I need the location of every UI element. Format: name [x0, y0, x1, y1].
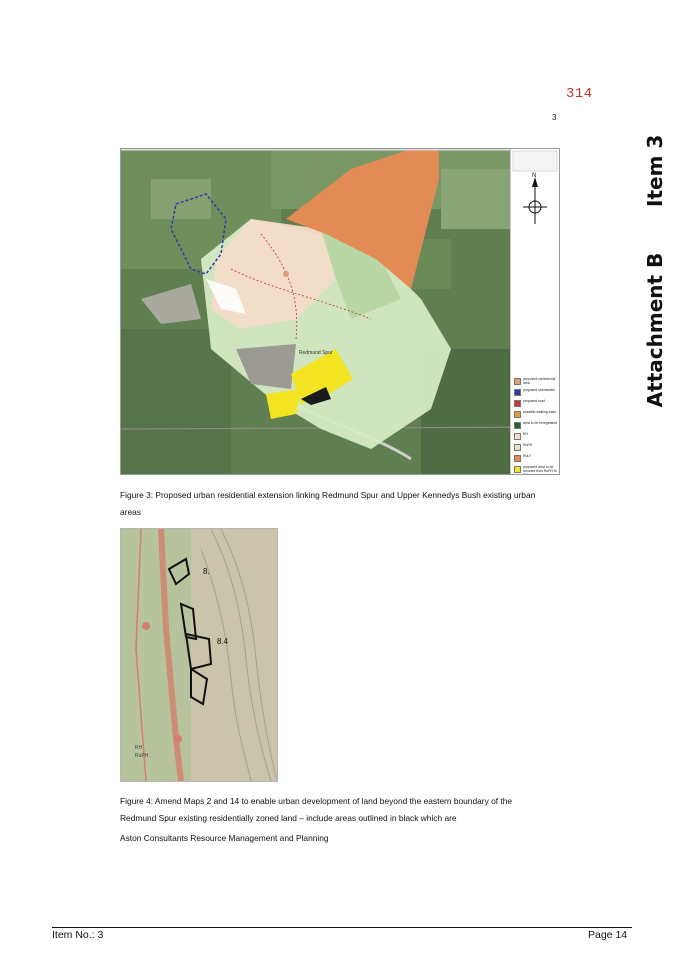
legend-entry: [514, 465, 558, 475]
legend-swatch: [514, 411, 521, 418]
legend-swatch: [514, 444, 521, 451]
map-legend: [514, 377, 558, 475]
north-arrow-icon: [511, 149, 559, 229]
legend-label: proposed commercial area: [523, 377, 556, 385]
legend-entry: [514, 377, 558, 385]
legend-label: proposed stormwater: [523, 388, 555, 392]
figure3-caption: Figure 3: Proposed urban residential extension linking Redmund Spur and Upper Kennedys Bush existing urban areas: [120, 490, 536, 517]
svg-text:RuPH: RuPH: [135, 753, 149, 759]
legend-entry: [514, 443, 558, 451]
legend-swatch: [514, 378, 521, 385]
legend-swatch: [514, 455, 521, 462]
legend-entry: [514, 399, 558, 407]
footer-divider: [52, 927, 632, 928]
legend-label: RH: [523, 432, 528, 436]
map-legend-panel: [510, 149, 559, 474]
legend-label: area to be revegetated: [523, 421, 558, 425]
figure3-map-graphic: [121, 149, 559, 474]
legend-swatch: [514, 389, 521, 396]
side-label-item: Item 3: [643, 134, 667, 207]
legend-label: RuLF: [523, 454, 532, 458]
footer-page-number: Page 14: [588, 929, 628, 941]
legend-entry: [514, 432, 558, 440]
legend-entry: [514, 421, 558, 429]
svg-text:8.4: 8.4: [217, 637, 229, 646]
figure3-map: [120, 148, 560, 475]
figure4-map: [120, 528, 278, 782]
legend-entry: [514, 454, 558, 462]
legend-entry: [514, 388, 558, 396]
legend-label: proposed road: [523, 399, 545, 403]
footer-item-number: Item No.: 3: [52, 929, 104, 941]
legend-swatch: [514, 433, 521, 440]
side-label-attachment: Attachment B: [643, 252, 667, 408]
author-line: Aston Consultants Resource Management and Planning: [120, 833, 329, 843]
legend-swatch: [514, 466, 521, 473]
legend-swatch: [514, 422, 521, 429]
svg-text:N: N: [532, 173, 537, 179]
legend-label: proposed area to be rezoned from RuPH to RH: [523, 465, 557, 475]
legend-label: possible walking track: [523, 410, 556, 414]
legend-entry: [514, 410, 558, 418]
legend-swatch: [514, 400, 521, 407]
page-stamp: 314: [566, 86, 593, 102]
legend-label: RuPH: [523, 443, 533, 447]
map-label-redmund-spur: Redmund Spur: [299, 350, 333, 356]
figure4-map-graphic: [121, 529, 277, 781]
page-small-number: 3: [552, 113, 557, 122]
figure4-caption: Figure 4: Amend Maps 2 and 14 to enable urban development of land beyond the eastern boundary of the Redmund Spur existing residentially zoned land – include areas outlined in black which are: [120, 796, 513, 823]
svg-text:RH: RH: [135, 745, 143, 751]
svg-text:8.: 8.: [203, 567, 210, 576]
